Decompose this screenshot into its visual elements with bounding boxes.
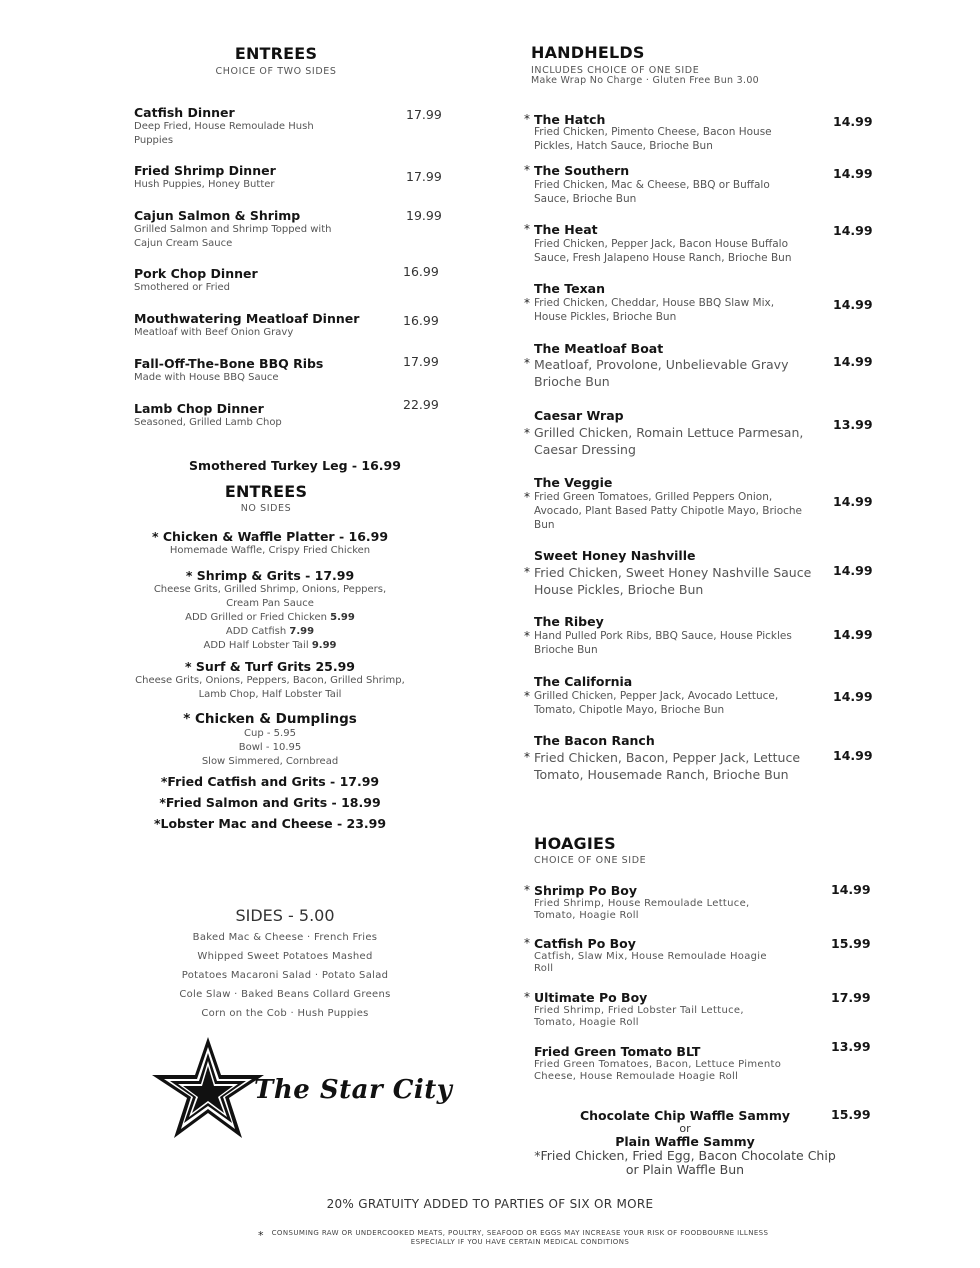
item-name: The Meatloaf Boat (534, 341, 664, 356)
menu-item (110, 529, 430, 558)
waffle-sammy (515, 1108, 855, 1177)
addon (110, 625, 430, 639)
sides-line: Potatoes Macaroni Salad · Potato Salad (181, 970, 389, 981)
menu-item (134, 266, 444, 295)
item-price: 16.99 (403, 313, 439, 328)
item-price: 17.99 (403, 354, 439, 369)
menu-item (110, 568, 430, 653)
asterisk: * (524, 689, 530, 703)
item-desc: or Plain Waffle Bun (625, 1162, 745, 1177)
item-desc: Slow Simmered, Cornbread (201, 756, 339, 767)
menu-item (134, 397, 444, 430)
menu-item (134, 311, 444, 340)
item-desc: Grilled Salmon and Shrimp Topped with Cajun Cream Sauce (134, 224, 332, 249)
sides-line: Cole Slaw · Baked Beans Collard Greens (179, 989, 391, 1000)
item-desc: Fried Chicken, Pepper Jack, Bacon House Buffalo Sauce, Fresh Jalapeno House Ranch, Brioche Bun (534, 238, 792, 264)
item-name: * Shrimp & Grits - 17.99 (185, 568, 355, 583)
item-price: 13.99 (831, 1039, 871, 1054)
item-desc: Grilled Chicken, Pepper Jack, Avocado Lettuce, Tomato, Chipotle Mayo, Brioche Bun (534, 690, 779, 716)
item-price: 15.99 (831, 1107, 871, 1122)
addon-price: 5.99 (330, 612, 355, 623)
item-desc (515, 1149, 855, 1163)
asterisk: * (524, 296, 530, 310)
asterisk: * (524, 490, 530, 504)
item-price: 16.99 (403, 264, 439, 279)
entrees-nosides-title: ENTREES (224, 482, 308, 501)
asterisk: * (524, 936, 530, 950)
item-desc: Bowl - 10.95 (238, 742, 302, 753)
item-desc: Cup - 5.95 (244, 728, 296, 739)
sides-line: Corn on the Cob · Hush Puppies (201, 1008, 369, 1019)
item-price: 14.99 (833, 223, 873, 238)
menu-item (134, 105, 444, 148)
asterisk: * (524, 990, 530, 1004)
item-name: * Chicken & Waffle Platter - 16.99 (151, 529, 389, 544)
item-desc: Meatloaf, Provolone, Unbelievable Gravy Brioche Bun (534, 357, 789, 389)
item-price: 14.99 (833, 563, 873, 578)
item-desc: Homemade Waffle, Crispy Fried Chicken (169, 545, 371, 556)
foodborne-warning (250, 1229, 770, 1247)
menu-item (134, 208, 444, 251)
item-name: The Ribey (534, 614, 604, 629)
hoagies-subtitle: CHOICE OF ONE SIDE (534, 855, 647, 866)
item-name: The Southern (534, 163, 630, 178)
item-desc: Lamb Chop, Half Lobster Tail (198, 689, 342, 700)
item-name: Catfish Po Boy (534, 936, 636, 951)
item-desc: Fried Chicken, Sweet Honey Nashville Sauce House Pickles, Brioche Bun (534, 565, 812, 597)
item-name: *Lobster Mac and Cheese - 23.99 (153, 816, 387, 831)
addon-price: 9.99 (311, 640, 337, 651)
menu-item (134, 356, 444, 385)
item-price: 14.99 (833, 354, 873, 369)
star-icon (150, 1035, 266, 1140)
menu-item (110, 795, 430, 810)
item-price: 13.99 (833, 417, 873, 432)
asterisk: * (524, 112, 530, 126)
item-desc: Meatloaf with Beef Onion Gravy (134, 327, 294, 338)
item-desc: Cheese Grits, Grilled Shrimp, Onions, Peppers, (153, 584, 387, 595)
or-text: or (679, 1122, 691, 1135)
item-name: * Chicken & Dumplings (183, 711, 357, 727)
item-name: Sweet Honey Nashville (534, 548, 696, 563)
item-name: * Surf & Turf Grits 25.99 (184, 659, 356, 674)
item-name: The Heat (534, 222, 598, 237)
menu-item (110, 816, 430, 831)
item-name: Chocolate Chip Waffle Sammy (579, 1108, 791, 1123)
handhelds-note: Make Wrap No Charge · Gluten Free Bun 3.00 (531, 75, 760, 86)
item-desc: Deep Fried, House Remoulade Hush Puppies (134, 121, 314, 146)
item-desc: Fried Chicken, Cheddar, House BBQ Slaw Mix, House Pickles, Brioche Bun (534, 297, 775, 323)
warning-line: CONSUMING RAW OR UNDERCOOKED MEATS, POULTRY, SEAFOOD OR EGGS MAY INCREASE YOUR RISK OF FOODBOURNE ILLNESS (271, 1229, 769, 1237)
item-desc: Fried Shrimp, Fried Lobster Tail Lettuce, Tomato, Hoagie Roll (534, 1005, 744, 1028)
item-desc: Hand Pulled Pork Ribs, BBQ Sauce, House Pickles Brioche Bun (534, 630, 792, 656)
item-price: 14.99 (831, 882, 871, 897)
handhelds-subtitle: INCLUDES CHOICE OF ONE SIDE (531, 65, 700, 76)
item-name: Cajun Salmon & Shrimp (134, 208, 301, 223)
item-desc: Catfish, Slaw Mix, House Remoulade Hoagie Roll (534, 951, 767, 974)
item-desc: Fried Chicken, Bacon, Pepper Jack, Lettuce Tomato, Housemade Ranch, Brioche Bun (534, 750, 801, 782)
item-price: 17.99 (406, 169, 442, 184)
item-desc: Hush Puppies, Honey Butter (134, 179, 275, 190)
star-icon: * (258, 1229, 264, 1242)
item-desc: Made with House BBQ Sauce (134, 372, 279, 383)
item-price: 14.99 (833, 297, 873, 312)
item-price: 14.99 (833, 627, 873, 642)
item-price: 22.99 (403, 397, 439, 412)
item-name: Caesar Wrap (534, 408, 624, 423)
item-desc: Fried Green Tomatoes, Grilled Peppers Onion, Avocado, Plant Based Patty Chipotle Mayo, Brioche Bun (534, 491, 803, 531)
item-price: 19.99 (406, 208, 442, 223)
sides-line: Whipped Sweet Potatoes Mashed (197, 951, 373, 962)
item-name: Ultimate Po Boy (534, 990, 648, 1005)
addon-label: ADD Grilled or Fried Chicken (185, 612, 327, 623)
item-name: Fried Shrimp Dinner (134, 163, 276, 178)
item-desc: Smothered or Fried (134, 282, 231, 293)
item-name: Fall-Off-The-Bone BBQ Ribs (134, 356, 324, 371)
logo-text: The Star City (254, 1075, 453, 1105)
menu-item (134, 163, 444, 192)
addon-label: ADD Catfish (225, 626, 287, 637)
entrees-nosides-subtitle: NO SIDES (240, 503, 292, 514)
item-name: *Fried Catfish and Grits - 17.99 (160, 774, 380, 789)
item-desc: Seasoned, Grilled Lamb Chop (134, 417, 282, 428)
item-desc: Grilled Chicken, Romain Lettuce Parmesan, Caesar Dressing (534, 425, 804, 457)
handhelds-title: HANDHELDS (531, 43, 645, 62)
item-name: Catfish Dinner (134, 105, 235, 120)
menu-item (110, 774, 430, 789)
menu-item (100, 659, 440, 702)
asterisk: * (534, 1148, 541, 1163)
item-desc: Cream Pan Sauce (226, 598, 314, 609)
menu-item (110, 711, 430, 769)
item-desc: Fried Chicken, Pimento Cheese, Bacon House Pickles, Hatch Sauce, Brioche Bun (534, 126, 772, 152)
asterisk: * (524, 222, 530, 236)
item-name: The Texan (534, 281, 605, 296)
item-name: Fried Green Tomato BLT (534, 1044, 701, 1059)
asterisk: * (524, 750, 530, 764)
item-desc: Cheese Grits, Onions, Peppers, Bacon, Grilled Shrimp, (135, 675, 405, 686)
hoagies-title: HOAGIES (534, 834, 616, 853)
addon-price: 7.99 (289, 626, 315, 637)
item-price: 17.99 (406, 107, 442, 122)
item-name: Mouthwatering Meatloaf Dinner (134, 311, 360, 326)
item-name: Lamb Chop Dinner (134, 401, 264, 416)
item-desc: Fried Chicken, Mac & Cheese, BBQ or Buffalo Sauce, Brioche Bun (534, 179, 770, 205)
sides-line: Baked Mac & Cheese · French Fries (192, 932, 378, 943)
addon (110, 611, 430, 625)
item-name: Pork Chop Dinner (134, 266, 258, 281)
item-price: 14.99 (833, 114, 873, 129)
sides-title: SIDES - 5.00 (235, 906, 335, 925)
item-name: Shrimp Po Boy (534, 883, 638, 898)
addon (110, 639, 430, 653)
item-price: 17.99 (831, 990, 871, 1005)
asterisk: * (524, 565, 530, 579)
turkey-leg-special: Smothered Turkey Leg - 16.99 (189, 458, 401, 473)
item-desc: Fried Shrimp, House Remoulade Lettuce, Tomato, Hoagie Roll (534, 898, 750, 921)
entrees-subtitle: CHOICE OF TWO SIDES (215, 66, 337, 77)
gratuity-notice: 20% GRATUITY ADDED TO PARTIES OF SIX OR MORE (326, 1197, 654, 1211)
item-price: 14.99 (833, 494, 873, 509)
item-name: The Veggie (534, 475, 613, 490)
entrees-title: ENTREES (234, 44, 318, 63)
sides-list (100, 932, 470, 1027)
asterisk: * (524, 163, 530, 177)
item-price: 14.99 (833, 166, 873, 181)
item-price: 15.99 (831, 936, 871, 951)
asterisk: * (524, 356, 530, 370)
asterisk: * (524, 629, 530, 643)
item-name: *Fried Salmon and Grits - 18.99 (159, 795, 381, 810)
warning-line: ESPECIALLY IF YOU HAVE CERTAIN MEDICAL CONDITIONS (410, 1238, 630, 1246)
item-desc: Fried Green Tomatoes, Bacon, Lettuce Pimento Cheese, House Remoulade Hoagie Roll (534, 1059, 782, 1082)
item-name: The California (534, 674, 633, 689)
item-name: The Bacon Ranch (534, 733, 655, 748)
item-name: The Hatch (534, 112, 606, 127)
asterisk: * (524, 883, 530, 897)
item-name: Plain Waffle Sammy (615, 1134, 755, 1149)
asterisk: * (524, 426, 530, 440)
addon-label: ADD Half Lobster Tail (203, 640, 309, 651)
item-price: 14.99 (833, 689, 873, 704)
item-price: 14.99 (833, 748, 873, 763)
desc-line: Fried Chicken, Fried Egg, Bacon Chocolate Chip (540, 1148, 836, 1163)
logo (150, 1035, 453, 1140)
